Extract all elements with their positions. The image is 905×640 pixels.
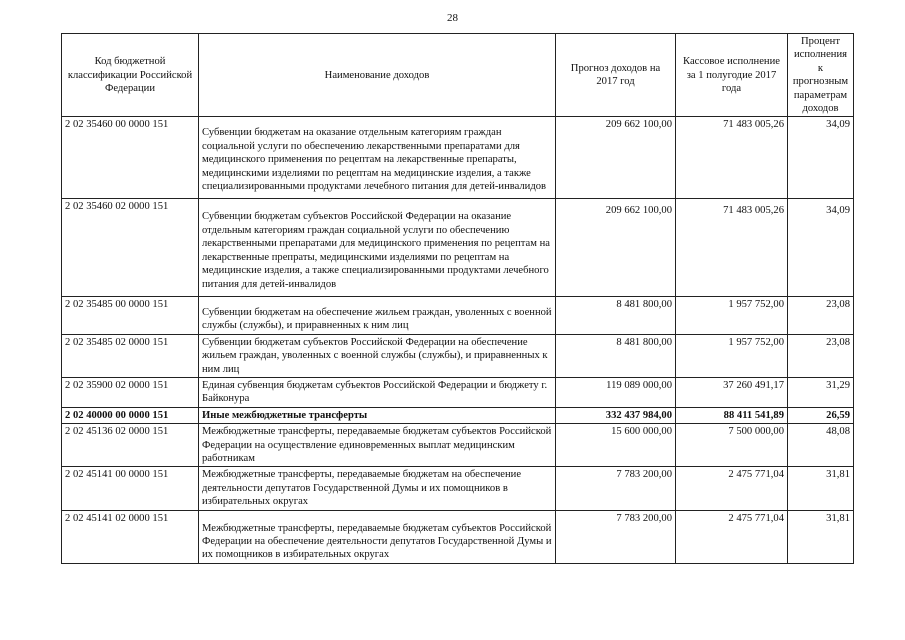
row-percent: 23,08 [788,334,854,377]
row-executed: 2 475 771,04 [676,510,788,563]
row-executed: 1 957 752,00 [676,334,788,377]
row-code: 2 02 35485 02 0000 151 [62,334,199,377]
row-name: Межбюджетные трансферты, передаваемые бюджетам субъектов Российской Федерации на обеспечение деятельности депутатов Государственной Думы и их помощников в избирательных округах [199,510,556,563]
row-name: Субвенции бюджетам на оказание отдельным категориям граждан социальной услуги по обеспечению лекарственными препаратами для медицинского применения по рецептам на лекарственные препараты, медицинскими изделиями по рецептам на медицинские изделия, а также специализированными продуктами лечебного питания для детей-инвалидов [199,117,556,199]
row-forecast: 8 481 800,00 [556,334,676,377]
row-code: 2 02 40000 00 0000 151 [62,407,199,423]
table-row [62,467,854,510]
row-executed: 88 411 541,89 [676,407,788,423]
row-percent: 34,09 [788,117,854,199]
row-percent: 48,08 [788,424,854,467]
row-percent: 31,81 [788,467,854,510]
row-executed: 71 483 005,26 [676,117,788,199]
header-executed: Кассовое исполнение за 1 полугодие 2017 года [676,34,788,117]
table-row [62,377,854,407]
row-name: Межбюджетные трансферты, передаваемые бюджетам субъектов Российской Федерации на осуществление единовременных выплат медицинским работникам [199,424,556,467]
row-percent: 31,29 [788,377,854,407]
table-row [62,334,854,377]
revenue-table [61,33,854,564]
row-executed: 7 500 000,00 [676,424,788,467]
row-forecast: 332 437 984,00 [556,407,676,423]
table-row [62,510,854,563]
row-percent: 34,09 [788,199,854,296]
row-forecast: 119 089 000,00 [556,377,676,407]
table-row [62,296,854,334]
row-code: 2 02 35485 00 0000 151 [62,296,199,334]
row-name: Субвенции бюджетам на обеспечение жильем граждан, уволенных с военной службы (службы), и приравненных к ним лиц [199,296,556,334]
row-code: 2 02 45141 00 0000 151 [62,467,199,510]
row-forecast: 8 481 800,00 [556,296,676,334]
row-forecast: 209 662 100,00 [556,199,676,296]
row-forecast: 7 783 200,00 [556,510,676,563]
row-code: 2 02 35900 02 0000 151 [62,377,199,407]
row-code: 2 02 35460 02 0000 151 [62,199,199,296]
row-name: Иные межбюджетные трансферты [199,407,556,423]
header-percent: Процент исполнения к прогнозным параметрам доходов [788,34,854,117]
row-percent: 23,08 [788,296,854,334]
row-name: Субвенции бюджетам субъектов Российской Федерации на обеспечение жильем граждан, уволенных с военной службы (службы), и приравненных к ним лиц [199,334,556,377]
row-executed: 71 483 005,26 [676,199,788,296]
table-header-row [62,34,854,117]
row-executed: 2 475 771,04 [676,467,788,510]
row-code: 2 02 45141 02 0000 151 [62,510,199,563]
row-code: 2 02 45136 02 0000 151 [62,424,199,467]
header-code: Код бюджетной классификации Российской Федерации [62,34,199,117]
row-forecast: 209 662 100,00 [556,117,676,199]
row-executed: 37 260 491,17 [676,377,788,407]
row-percent: 26,59 [788,407,854,423]
table-row [62,199,854,296]
page-number: 28 [447,12,458,24]
row-name: Единая субвенция бюджетам субъектов Российской Федерации и бюджету г. Байконура [199,377,556,407]
row-executed: 1 957 752,00 [676,296,788,334]
header-name: Наименование доходов [199,34,556,117]
row-forecast: 7 783 200,00 [556,467,676,510]
row-percent: 31,81 [788,510,854,563]
row-forecast: 15 600 000,00 [556,424,676,467]
table-row-total [62,407,854,423]
row-code: 2 02 35460 00 0000 151 [62,117,199,199]
table-row [62,424,854,467]
table-row [62,117,854,199]
row-name: Межбюджетные трансферты, передаваемые бюджетам на обеспечение деятельности депутатов Государственной Думы и их помощников в избирательных округах [199,467,556,510]
header-forecast: Прогноз доходов на 2017 год [556,34,676,117]
row-name: Субвенции бюджетам субъектов Российской Федерации на оказание отдельным категориям граждан социальной услуги по обеспечению лекарственными препаратами для медицинского применения по рецептам на лекарственные препраты, медицинскими изделиями по рецептам на медицинские изделия, а также специализированными продуктами лечебного питания для детей-инвалидов [199,199,556,296]
